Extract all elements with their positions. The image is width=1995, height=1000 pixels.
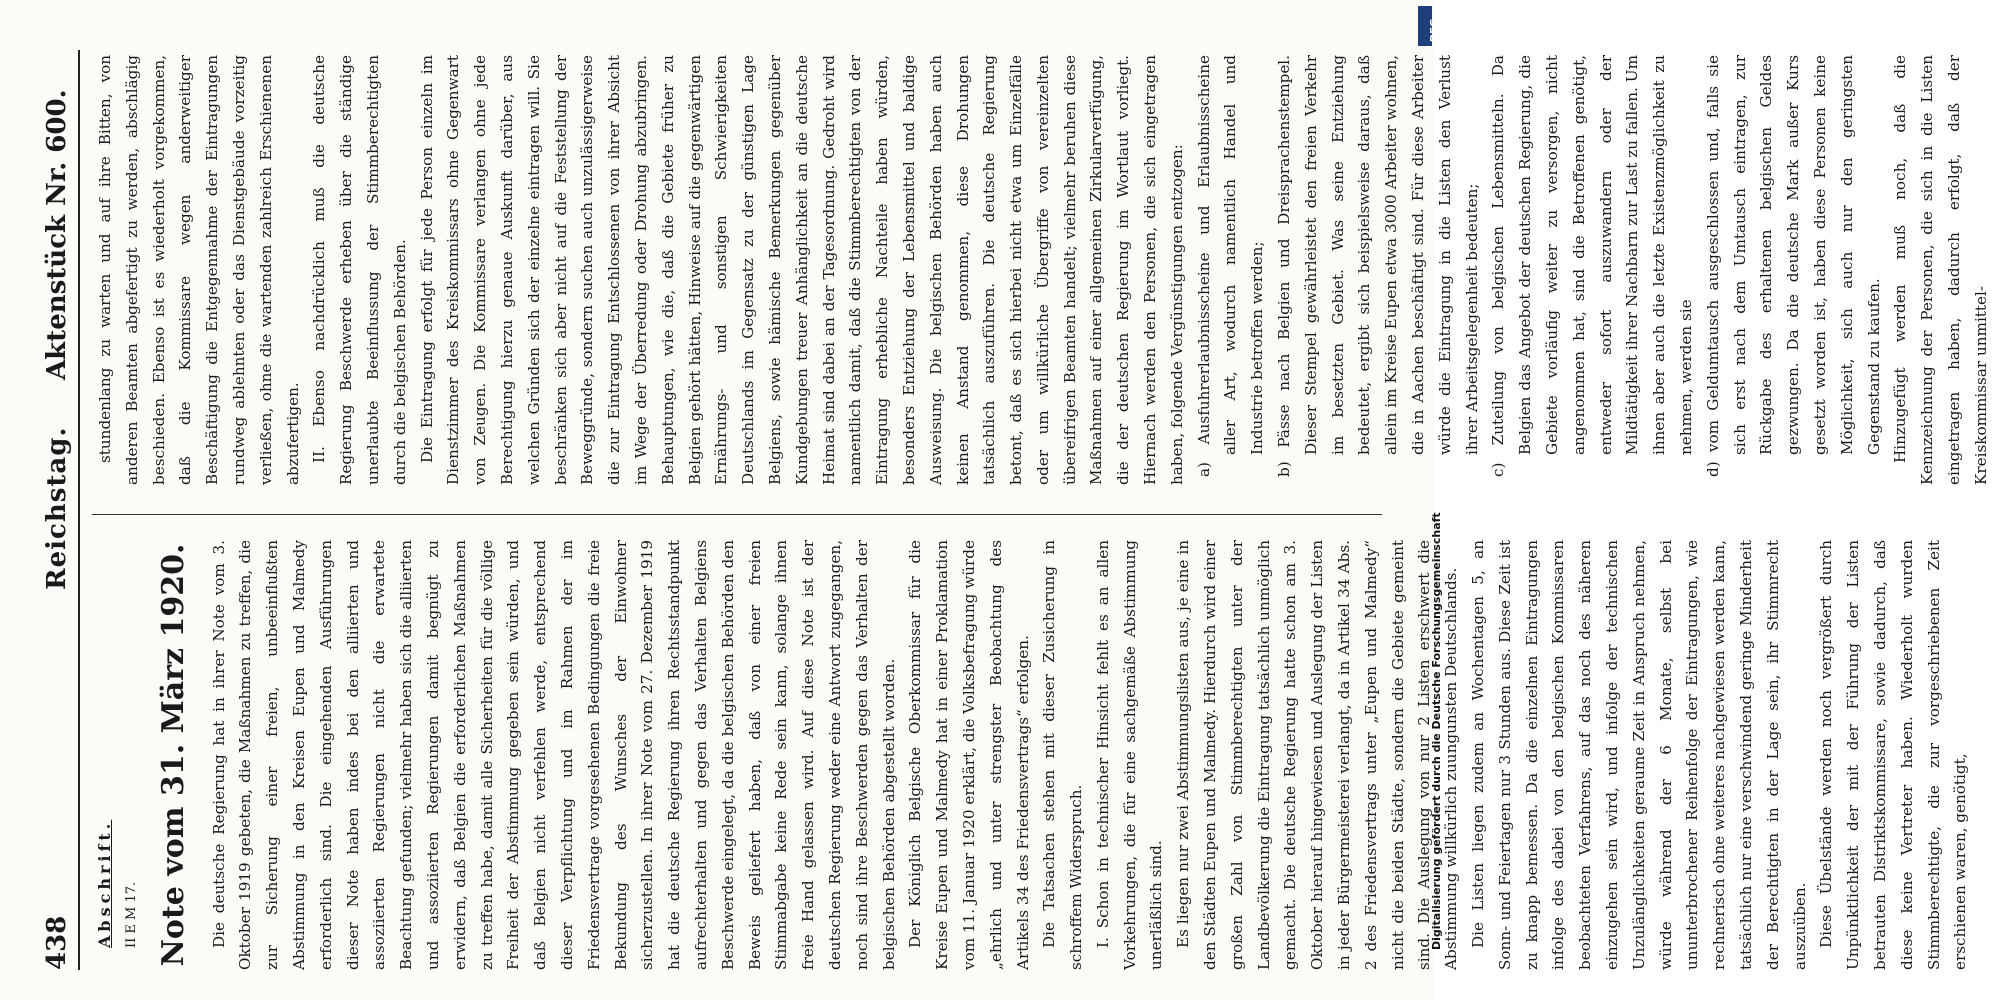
dfg-logo-text: DFG — [1429, 18, 1440, 42]
reference-code: II E M 17. — [123, 881, 139, 948]
act-title: Aktenstück Nr. 600. — [42, 89, 72, 380]
list-item: a) Ausfuhrerlaubnisscheine und Erlaubnisscheine aller Art, wodurch namentlich Handel und Industrie betroffen werden; — [1194, 55, 1267, 477]
paragraph: Die Eintragung erfolgt für jede Person einzeln im Dienstzimmer des Kreiskommissars ohne Gegenwart von Zeugen. Die Kommissare verlangen ohne jede Berechtigung hierzu genaue Auskunft darüber, aus welchen Gründen sich der einzelne eintragen will. Sie beschränken sich aber nicht auf die Feststellung der Beweggründe, sondern suchen auch unzulässigerweise die zur Eintragung Entschlossenen von ihrer Absicht im Wege der Überredung oder Drohung abzubringen. Behauptungen, wie die, daß die Gebiete früher zu Belgien gehört hätten, Hinweise auf die gegenwärtigen Ernährungs- und sonstigen Schwierigkeiten Deutschlands im Gegensatz zu der günstigen Lage Belgiens, sowie hämische Bemerkungen gegenüber Kundgebungen treuer Anhänglichkeit an die deutsche Heimat sind dabei an der Tagesordnung. Gedroht wird namentlich damit, daß die Stimmberechtigten von der Eintragung erhebliche Nachteile haben würden, besonders Entziehung der Lebensmittel und baldige Ausweisung. Die belgischen Behörden haben auch keinen Anstand genommen, diese Drohungen tatsächlich auszuführen. Die deutsche Regierung betont, daß es sich hierbei nicht etwa um Einzelfälle oder um willkürliche Übergriffe von vereinzelten übereifrigen Beamten handelt; vielmehr beruhen diese Maßnahmen auf einer allgemeinen Zirkularverfügung, die der deutschen Regierung im Wortlaut vorliegt. Hiernach werden den Personen, die sich eingetragen haben, folgende Vergünstigungen entzogen: — [417, 55, 1186, 485]
paragraph: Die Tatsachen stehen mit dieser Zusicherung in schroffem Widerspruch. — [1040, 540, 1086, 970]
paragraph: Diese Übelstände werden noch vergrößert durch Unpünktlichkeit der mit der Führung der Listen betrauten Distriktskommissare, sowie dadurch, daß diese keine Vertreter haben. Wiederholt wurden Stimmberechtigte, die zur vorgeschriebenen Zeit erschienen waren, genötigt, — [1817, 540, 1970, 970]
list-item: b) Pässe nach Belgien und Dreisprachenstempel. Dieser Stempel gewährleistet den freien Verkehr im besetzten Gebiet. Was seine Entziehung bedeutet, ergibt sich beispielsweise daraus, daß allein im Kreise Eupen etwa 3000 Arbeiter wohnen, die in Aachen beschäftigt sind. Für diese Arbeiter würde die Eintragung in die Listen den Verlust ihrer Arbeitsgelegenheit bedeuten; — [1275, 55, 1481, 477]
credit-text: Digitalisierung gefördert durch die Deutsche Forschungsgemeinschaft — [1430, 512, 1443, 950]
running-title: Reichstag. — [42, 426, 72, 590]
paragraph: Die deutsche Regierung hat in ihrer Note vom 3. Oktober 1919 gebeten, die Maßnahmen zu treffen, die zur Sicherung einer freien, unbeeinflußten Abstimmung in den Kreisen Eupen und Malmedy erforderlich sind. Die eingehenden Ausführungen dieser Note haben indes bei den alliierten und assoziierten Regierungen nicht die erwartete Beachtung gefunden; vielmehr haben sich die alliierten und assoziierten Regierungen damit begnügt zu erwidern, daß Belgien die erforderlichen Maßnahmen zu treffen habe, damit alle Sicherheiten für die völlige Freiheit der Abstimmung gegeben sein würden, und daß Belgien nicht verfehlen werde, entsprechend dieser Verpflichtung und im Rahmen der im Friedensvertrage vorgesehenen Bedingungen die freie Bekundung des Wunsches der Einwohner sicherzustellen. In ihrer Note vom 27. Dezember 1919 hat die deutsche Regierung ihren Rechtsstandpunkt aufrechterhalten und gegen das Verhalten Belgiens Beschwerde eingelegt, da die belgischen Behörden den Beweis geliefert haben, daß von einer freien Stimmabgabe keine Rede sein kann, solange ihnen freie Hand gelassen wird. Auf diese Note ist der deutschen Regierung weder eine Antwort zugegangen, noch sind ihre Beschwerden gegen das Verhalten der belgischen Behörden abgestellt worden. — [209, 540, 898, 970]
paragraph: Es liegen nur zwei Abstimmungslisten aus, je eine in den Städten Eupen und Malmedy. Hierdurch wird einer großen Zahl von Stimmberechtigten unter der Landbevölkerung die Eintragung tatsächlich unmöglich gemacht. Die deutsche Regierung hatte schon am 3. Oktober hierauf hingewiesen und Auslegung der Listen in jeder Bürgermeisterei verlangt, da in Artikel 34 Abs. 2 des Friedensvertrags unter „Eupen und Malmedy“ nicht die beiden Städte, sondern die Gebiete gemeint sind. Die Auslegung von nur 2 Listen erschwert die Abstimmung willkürlich zuungunsten Deutschlands. — [1174, 540, 1461, 970]
paragraph: Hinzugefügt werden muß noch, daß die Kennzeichnung der Personen, die sich in die Listen eingetragen haben, dadurch erfolgt, daß der Kreiskommissar unmittel- — [1891, 55, 1990, 485]
paragraph: I. Schon in technischer Hinsicht fehlt es an allen Vorkehrungen, die für eine sachgemäße Abstimmung unerläßlich sind. — [1093, 540, 1166, 970]
dfg-logo — [1418, 6, 1440, 46]
paragraph: II. Ebenso nachdrücklich muß die deutsche Regierung Beschwerde erheben über die ständige unerlaubte Beeinflussung der Stimmberechtigten durch die belgischen Behörden. — [310, 55, 409, 485]
list-item: c) Zuteilung von belgischen Lebensmitteln. Da Belgien das Angebot der deutschen Regierung, die Gebiete vorläufig weiter zu versorgen, nicht angenommen hat, sind die Betroffenen genötigt, entweder sofort auszuwandern oder der Mildtätigkeit ihrer Nachbarn zur Last zu fallen. Um ihnen aber auch die letzte Existenzmöglichkeit zu nehmen, werden sie — [1489, 55, 1696, 477]
page-header — [38, 50, 80, 970]
paragraph: Der Königlich Belgische Oberkommissar für die Kreise Eupen und Malmedy hat in einer Proklamation vom 11. Januar 1920 erklärt, die Volksbefragung würde „ehrlich und unter strengster Beobachtung des Artikels 34 des Friedensvertrags“ erfolgen. — [906, 540, 1032, 970]
paragraph: Die Listen liegen zudem an Wochentagen 5, an Sonn- und Feiertagen nur 3 Stunden aus. Diese Zeit ist zu knapp bemessen. Da die einzelnen Eintragungen infolge des dabei von den belgischen Kommissaren beobachteten Verfahrens, auf das noch des näheren einzugehen sein wird, und infolge der technischen Unzulänglichkeiten geraume Zeit in Anspruch nehmen, würde während der 6 Monate, selbst bei ununterbrochener Reihenfolge der Eintragungen, wie rechnerisch ohne weiteres nachgewiesen werden kann, tatsächlich nur eine verschwindend geringe Minderheit der Berechtigten in der Lage sein, ihr Stimmrecht auszuüben. — [1469, 540, 1809, 970]
digitization-credit — [1418, 50, 1443, 950]
column-divider — [92, 514, 1382, 515]
page-number: 438 — [42, 915, 72, 970]
right-column — [92, 55, 1990, 485]
document-label: Abschrift. — [95, 819, 114, 948]
paragraph: stundenlang zu warten und auf ihre Bitten, von anderen Beamten abgefertigt zu werden, abschlägig beschieden. Ebenso ist es wiederholt vorgekommen, daß die Kommissare wegen anderweitiger Beschäftigung die Entgegennahme der Eintragungen rundweg ablehnten oder das Dienstgebäude vorzeitig verließen, ohne die wartenden zahlreich Erschienenen abzufertigen. — [96, 55, 302, 485]
list-item: d) vom Geldumtausch ausgeschlossen und, falls sie sich erst nach dem Umtausch eintragen, zur Rückgabe des erhaltenen belgischen Geldes gezwungen. Da die deutsche Mark außer Kurs gesetzt worden ist, haben diese Personen keine Möglichkeit, sich auch nur den geringsten Gegenstand zu kaufen. — [1703, 55, 1883, 477]
note-heading: Note vom 31. März 1920. — [155, 543, 191, 967]
